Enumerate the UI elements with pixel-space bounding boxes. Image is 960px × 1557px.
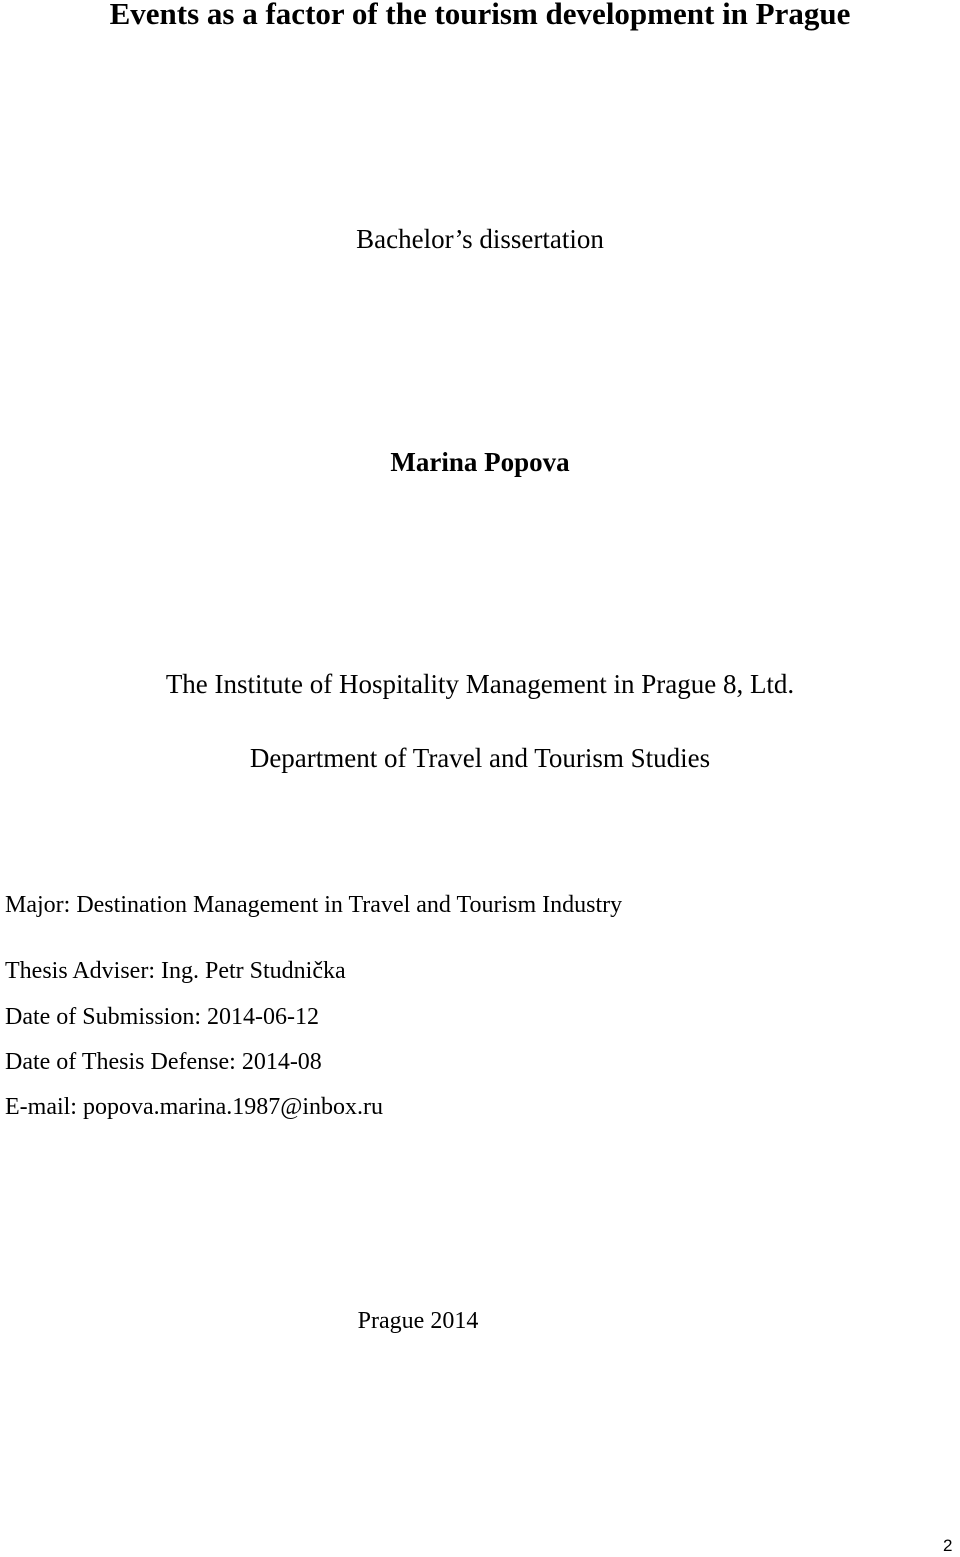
degree-type: Bachelor’s dissertation (356, 224, 604, 254)
email-line: E-mail: popova.marina.1987@inbox.ru (5, 1094, 384, 1120)
author-name: Marina Popova (390, 447, 570, 477)
major-line: Major: Destination Management in Travel and Tourism Industry (5, 892, 623, 918)
submission-date-line: Date of Submission: 2014-06-12 (5, 1004, 319, 1030)
institute-name: The Institute of Hospitality Management in Prague 8, Ltd. (165, 669, 795, 699)
adviser-line: Thesis Adviser: Ing. Petr Studnička (5, 958, 346, 984)
page-number: 2 (943, 1536, 953, 1555)
department-name: Department of Travel and Tourism Studies (249, 743, 711, 773)
place-and-year: Prague 2014 (357, 1308, 479, 1334)
defense-date-line: Date of Thesis Defense: 2014-08 (5, 1049, 322, 1075)
document-title: Events as a factor of the tourism development in Prague (109, 0, 851, 31)
